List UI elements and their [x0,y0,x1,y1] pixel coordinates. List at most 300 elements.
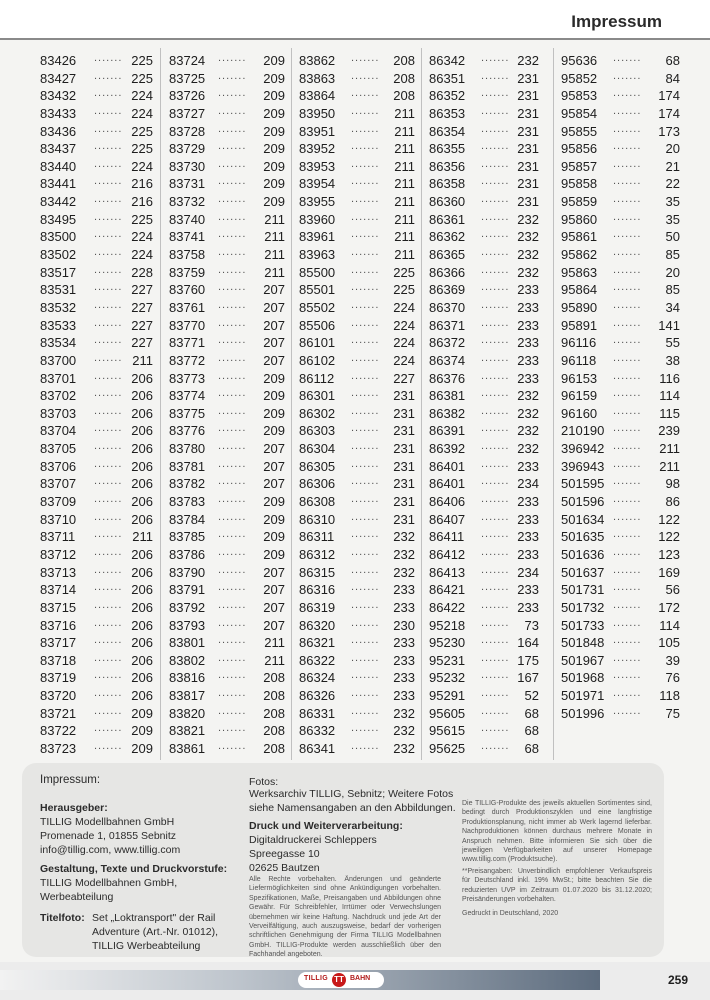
article-number: 95231 [429,652,466,668]
leader-dots: ....... [94,651,123,664]
photos-label: Fotos: [249,776,279,788]
article-number: 83704 [40,423,77,439]
page-reference: 231 [517,176,539,192]
article-number: 501634 [561,511,605,527]
leader-dots: ....... [351,704,380,717]
page-reference: 209 [263,511,285,527]
article-number: 83728 [169,123,206,139]
page-reference: 231 [393,494,415,510]
page-reference: 73 [524,617,539,633]
page-reference: 211 [264,211,285,227]
leader-dots: ....... [94,387,123,400]
page-reference: 211 [394,247,415,263]
article-number: 83863 [299,70,336,86]
cover-line: Adventure (Art.-Nr. 01012), [92,926,219,938]
print-label: Druck und Weiterverarbeitung: [249,820,403,832]
leader-dots: ....... [613,493,642,506]
article-number: 86362 [429,229,466,245]
cover-block [92,911,218,953]
leader-dots: ....... [94,598,123,611]
page-reference: 224 [393,335,415,351]
article-number: 83724 [169,53,206,68]
print-line: Digitaldruckerei Schleppers [249,834,377,846]
page-reference: 232 [517,229,539,245]
leader-dots: ....... [351,722,380,735]
index-column [169,52,287,758]
article-number: 86331 [299,705,336,721]
page-reference: 232 [517,53,539,68]
leader-dots: ....... [481,210,510,223]
page-reference: 231 [517,123,539,139]
article-number: 86316 [299,582,336,598]
leader-dots: ....... [481,528,510,541]
leader-dots: ....... [94,298,123,311]
article-number: 501595 [561,476,605,492]
page-reference: 233 [393,635,415,651]
article-number: 83820 [169,705,206,721]
page-reference: 206 [131,476,153,492]
page-reference: 211 [132,352,153,368]
leader-dots: ....... [351,387,380,400]
article-number: 83720 [40,688,77,704]
page-reference: 209 [263,88,285,104]
leader-dots: ....... [218,422,247,435]
leader-dots: ....... [94,704,123,717]
leader-dots: ....... [218,298,247,311]
page-reference: 209 [263,494,285,510]
page-reference: 38 [665,352,680,368]
leader-dots: ....... [481,193,510,206]
page-reference: 211 [264,247,285,263]
page-reference: 231 [517,194,539,210]
leader-dots: ....... [613,175,642,188]
page-reference: 68 [524,723,539,739]
article-number: 95853 [561,88,598,104]
leader-dots: ....... [351,193,380,206]
leader-dots: ....... [613,510,642,523]
leader-dots: ....... [218,563,247,576]
photos-block [249,787,456,815]
leader-dots: ....... [351,246,380,259]
page-reference: 232 [393,723,415,739]
leader-dots: ....... [218,528,247,541]
page-reference: 232 [393,564,415,580]
article-number: 83792 [169,599,206,615]
index-column [429,52,541,758]
article-number: 83732 [169,194,206,210]
page-reference: 114 [659,388,680,404]
article-number: 83730 [169,158,206,174]
article-number: 86376 [429,370,466,386]
page-reference: 225 [393,264,415,280]
leader-dots: ....... [218,157,247,170]
leader-dots: ....... [94,69,123,82]
article-number: 96116 [561,335,597,351]
page-reference: 141 [658,317,680,333]
design-line: TILLIG Modellbahnen GmbH, [40,877,178,889]
page-reference: 231 [393,423,415,439]
article-number: 95863 [561,264,598,280]
page-reference: 233 [517,299,539,315]
article-number: 83772 [169,352,206,368]
article-number: 86351 [429,70,466,86]
index-column [40,52,155,758]
leader-dots: ....... [481,122,510,135]
page-reference: 211 [264,229,285,245]
page-reference: 209 [263,176,285,192]
article-number: 83716 [40,617,77,633]
article-number: 83495 [40,211,77,227]
page-reference: 224 [393,299,415,315]
leader-dots: ....... [218,52,247,64]
page-reference: 207 [263,282,285,298]
page-reference: 175 [517,652,539,668]
leader-dots: ....... [481,298,510,311]
article-number: 83702 [40,388,77,404]
article-number: 83441 [40,176,77,192]
article-number: 86303 [299,423,336,439]
leader-dots: ....... [351,69,380,82]
leader-dots: ....... [351,263,380,276]
article-number: 96159 [561,388,598,404]
leader-dots: ....... [351,175,380,188]
page-reference: 209 [131,723,153,739]
page-reference: 114 [659,617,680,633]
index-row [169,740,287,758]
article-number: 83776 [169,423,206,439]
page-reference: 233 [517,352,539,368]
article-number: 501596 [561,494,605,510]
page-reference: 232 [517,441,539,457]
column-divider [553,48,554,760]
article-number: 86366 [429,264,466,280]
article-number: 83786 [169,546,206,562]
article-number: 86401 [429,476,466,492]
leader-dots: ....... [481,440,510,453]
page-number: 259 [667,973,688,987]
page-reference: 225 [131,53,153,68]
article-number: 501848 [561,635,605,651]
page-reference: 233 [517,370,539,386]
article-number: 83821 [169,723,206,739]
article-number: 83816 [169,670,206,686]
page-reference: 227 [131,317,153,333]
article-number: 83709 [40,494,77,510]
page-reference: 225 [131,141,153,157]
article-number: 83718 [40,652,77,668]
leader-dots: ....... [613,404,642,417]
article-number: 86324 [299,670,336,686]
page-reference: 233 [393,652,415,668]
print-line: Spreegasse 10 [249,848,320,860]
leader-dots: ....... [351,334,380,347]
article-number: 83785 [169,529,206,545]
header-divider [0,38,710,40]
article-number: 86302 [299,405,336,421]
page-reference: 225 [131,211,153,227]
article-number: 86352 [429,88,466,104]
leader-dots: ....... [481,387,510,400]
article-number: 86360 [429,194,466,210]
page-reference: 209 [263,370,285,386]
leader-dots: ....... [218,210,247,223]
page-reference: 22 [665,176,680,192]
leader-dots: ....... [481,616,510,629]
page-reference: 209 [263,529,285,545]
page-reference: 207 [263,299,285,315]
article-number: 95615 [429,723,466,739]
page-reference: 206 [131,635,153,651]
article-number: 83780 [169,441,206,457]
page-reference: 225 [393,282,415,298]
page-reference: 211 [394,229,415,245]
leader-dots: ....... [351,563,380,576]
article-number: 95858 [561,176,598,192]
page-reference: 224 [131,229,153,245]
article-number: 83781 [169,458,206,474]
leader-dots: ....... [351,581,380,594]
page-reference: 206 [131,546,153,562]
page-reference: 115 [659,405,680,421]
leader-dots: ....... [218,351,247,364]
article-number: 501996 [561,705,605,721]
leader-dots: ....... [218,369,247,382]
article-number: 86401 [429,458,466,474]
article-number: 83773 [169,370,206,386]
publisher-line: Promenade 1, 01855 Sebnitz [40,830,177,842]
article-number: 95854 [561,105,598,121]
leader-dots: ....... [481,369,510,382]
article-number: 86319 [299,599,336,615]
leader-dots: ....... [218,334,247,347]
page-reference: 232 [517,388,539,404]
article-number: 83955 [299,194,336,210]
article-number: 86374 [429,352,466,368]
index-column [299,52,417,758]
leader-dots: ....... [218,545,247,558]
leader-dots: ....... [613,545,642,558]
article-number: 210190 [561,423,605,439]
page-reference: 231 [393,511,415,527]
leader-dots: ....... [613,193,642,206]
article-number: 83712 [40,546,77,562]
page-reference: 234 [517,476,539,492]
article-number: 501968 [561,670,605,686]
page-reference: 231 [393,441,415,457]
page-reference: 232 [393,546,415,562]
leader-dots: ....... [481,634,510,647]
article-number: 83703 [40,405,77,421]
leader-dots: ....... [613,457,642,470]
page-reference: 208 [393,88,415,104]
rights-notice: Alle Rechte vorbehalten. Änderungen und geänderte Liefermöglichkeiten sind ohne Ankündigungen vorbehalten. Spezifikationen, Maße, Preisangaben und Abbildungen ohne Gewähr. Für Schreibfehler, Irrtümer oder Verwechslungen übernehmen wir keine Haftung. Nachdruck und jede Art der Verveilfältigung, auch auszugsweise, bedarf der vorherigen schriftlichen Genehmigung der Firma TILLIG Modellbahnen GmbH. TILLIG-Produkte werden ausschließlich über den Fachhandel angeboten. [249,876,441,959]
leader-dots: ....... [481,598,510,611]
article-number: 95862 [561,247,598,263]
article-number: 86311 [299,529,335,545]
article-number: 95860 [561,211,598,227]
article-number: 86305 [299,458,336,474]
leader-dots: ....... [613,263,642,276]
article-number: 96160 [561,405,598,421]
article-number: 86381 [429,388,466,404]
page-reference: 68 [524,740,539,756]
page-reference: 208 [263,723,285,739]
leader-dots: ....... [613,228,642,241]
leader-dots: ....... [481,228,510,241]
article-number: 83532 [40,299,77,315]
page-reference: 231 [517,105,539,121]
page-reference: 211 [264,635,285,651]
article-number: 83861 [169,740,206,756]
leader-dots: ....... [613,334,642,347]
page-reference: 209 [263,70,285,86]
page-reference: 105 [658,635,680,651]
leader-dots: ....... [613,475,642,488]
leader-dots: ....... [613,140,642,153]
page-reference: 225 [131,123,153,139]
page-reference: 76 [665,670,680,686]
leader-dots: ....... [613,704,642,717]
page-reference: 206 [131,582,153,598]
page-reference: 207 [263,352,285,368]
article-number: 83721 [40,705,77,721]
article-number: 83761 [169,299,206,315]
cover-label: Titelfoto: [40,912,85,924]
column-divider [421,48,422,760]
page-reference: 211 [659,441,680,457]
page-reference: 206 [131,599,153,615]
leader-dots: ....... [94,157,123,170]
leader-dots: ....... [613,616,642,629]
page-reference: 207 [263,335,285,351]
article-number: 83771 [169,335,206,351]
leader-dots: ....... [481,157,510,170]
leader-dots: ....... [481,563,510,576]
leader-dots: ....... [218,475,247,488]
article-number: 83719 [40,670,77,686]
leader-dots: ....... [481,457,510,470]
page-reference: 232 [517,211,539,227]
article-number: 83433 [40,105,77,121]
article-number: 83714 [40,582,77,598]
article-number: 95232 [429,670,466,686]
article-number: 83741 [169,229,206,245]
page-reference: 216 [131,176,153,192]
page-reference: 50 [665,229,680,245]
page-reference: 231 [393,405,415,421]
leader-dots: ....... [481,510,510,523]
article-number: 95636 [561,53,598,68]
article-number: 83817 [169,688,206,704]
page-reference: 227 [131,282,153,298]
article-number: 83740 [169,211,206,227]
page-reference: 206 [131,652,153,668]
publisher-contact-link[interactable]: info@tillig.com, www.tillig.com [40,844,181,856]
article-number: 85501 [299,282,336,298]
article-number: 83790 [169,564,206,580]
article-index [0,44,710,760]
article-number: 83517 [40,264,77,280]
article-number: 83963 [299,247,336,263]
leader-dots: ....... [351,616,380,629]
page-reference: 209 [263,53,285,68]
leader-dots: ....... [613,369,642,382]
photos-line: siehe Namensangaben an den Abbildungen. [249,802,456,814]
leader-dots: ....... [94,475,123,488]
page-reference: 227 [131,299,153,315]
leader-dots: ....... [351,52,380,64]
leader-dots: ....... [613,422,642,435]
page-reference: 209 [263,158,285,174]
index-row [40,740,155,758]
page-reference: 211 [394,211,415,227]
page-reference: 206 [131,494,153,510]
page-reference: 167 [517,670,539,686]
leader-dots: ....... [351,440,380,453]
page-reference: 75 [665,705,680,721]
leader-dots: ....... [94,52,123,64]
article-number: 501635 [561,529,605,545]
print-line: 02625 Bautzen [249,862,320,874]
leader-dots: ....... [351,510,380,523]
leader-dots: ....... [218,140,247,153]
page-reference: 211 [394,141,415,157]
page-reference: 55 [665,335,680,351]
leader-dots: ....... [351,669,380,682]
leader-dots: ....... [481,87,510,100]
page-reference: 211 [394,123,415,139]
leader-dots: ....... [351,369,380,382]
leader-dots: ....... [94,351,123,364]
leader-dots: ....... [351,404,380,417]
leader-dots: ....... [481,334,510,347]
article-number: 501636 [561,546,605,562]
article-number: 86332 [299,723,336,739]
page-reference: 20 [665,141,680,157]
page-reference: 206 [131,458,153,474]
leader-dots: ....... [218,687,247,700]
page-reference: 85 [665,282,680,298]
leader-dots: ....... [94,87,123,100]
page-reference: 122 [658,511,680,527]
article-number: 83436 [40,123,77,139]
article-number: 83713 [40,564,77,580]
leader-dots: ....... [218,87,247,100]
article-number: 86421 [429,582,466,598]
page-reference: 169 [658,564,680,580]
index-row [561,705,682,723]
leader-dots: ....... [351,104,380,117]
page-reference: 234 [517,564,539,580]
leader-dots: ....... [218,616,247,629]
page-reference: 208 [393,70,415,86]
page-reference: 233 [393,599,415,615]
leader-dots: ....... [94,581,123,594]
article-number: 86371 [429,317,466,333]
article-number: 83442 [40,194,77,210]
leader-dots: ....... [94,528,123,541]
leader-dots: ....... [613,281,642,294]
article-number: 86369 [429,282,466,298]
leader-dots: ....... [613,87,642,100]
article-number: 95230 [429,635,466,651]
page-reference: 231 [517,158,539,174]
article-number: 83705 [40,441,77,457]
article-number: 86304 [299,441,336,457]
article-number: 501967 [561,652,605,668]
leader-dots: ....... [94,545,123,558]
leader-dots: ....... [94,122,123,135]
